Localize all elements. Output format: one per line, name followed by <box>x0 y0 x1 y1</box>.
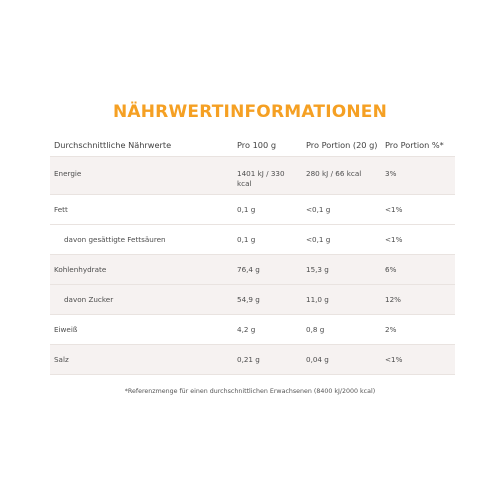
row-per-portion: <0,1 g <box>306 205 331 214</box>
row-per-100g: 0,1 g <box>237 205 256 214</box>
row-label: Fett <box>54 205 68 214</box>
row-percent: <1% <box>385 205 403 214</box>
table-row-fett <box>50 195 455 225</box>
row-label: Eiweiß <box>54 325 78 334</box>
table-row-eiweiss <box>50 315 455 345</box>
footnote: *Referenzmenge für einen durchschnittlichen Erwachsenen (8400 kJ/2000 kcal) <box>124 388 376 395</box>
row-per-100g: 0,1 g <box>237 235 256 244</box>
table-row-energie <box>50 157 455 195</box>
header-per-100g: Pro 100 g <box>237 140 277 150</box>
page-title: NÄHRWERTINFORMATIONEN <box>112 102 388 122</box>
table-row-salz <box>50 345 455 375</box>
row-per-portion: 280 kJ / 66 kcal <box>306 169 362 178</box>
row-percent: 3% <box>385 169 397 178</box>
header-per-portion: Pro Portion (20 g) <box>306 140 378 150</box>
row-percent: <1% <box>385 235 403 244</box>
row-per-100g: 4,2 g <box>237 325 256 334</box>
row-per-100g: 0,21 g <box>237 355 260 364</box>
header-nutrient: Durchschnittliche Nährwerte <box>54 140 172 150</box>
row-label: Salz <box>54 355 69 364</box>
row-label: davon gesättigte Fettsäuren <box>64 235 166 244</box>
row-label: davon Zucker <box>64 295 114 304</box>
row-per-portion: 0,04 g <box>306 355 329 364</box>
row-percent: 6% <box>385 265 397 274</box>
row-label: Kohlenhydrate <box>54 265 107 274</box>
table-row-kohlenhydrate <box>50 255 455 285</box>
header-percent: Pro Portion %* <box>385 140 444 150</box>
row-percent: <1% <box>385 355 403 364</box>
row-label: Energie <box>54 169 82 178</box>
nutrition-table <box>50 132 455 375</box>
row-per-portion: 11,0 g <box>306 295 329 304</box>
row-per-portion: 0,8 g <box>306 325 325 334</box>
row-per-100g: 54,9 g <box>237 295 260 304</box>
row-per-portion: <0,1 g <box>306 235 331 244</box>
row-per-100g: 1401 kJ / 330 kcal <box>237 169 285 188</box>
table-header-row <box>50 132 455 157</box>
table-row-gesaettigte-fettsaeuren <box>50 225 455 255</box>
table-row-zucker <box>50 285 455 315</box>
row-percent: 12% <box>385 295 401 304</box>
row-per-portion: 15,3 g <box>306 265 329 274</box>
row-per-100g: 76,4 g <box>237 265 260 274</box>
row-percent: 2% <box>385 325 397 334</box>
